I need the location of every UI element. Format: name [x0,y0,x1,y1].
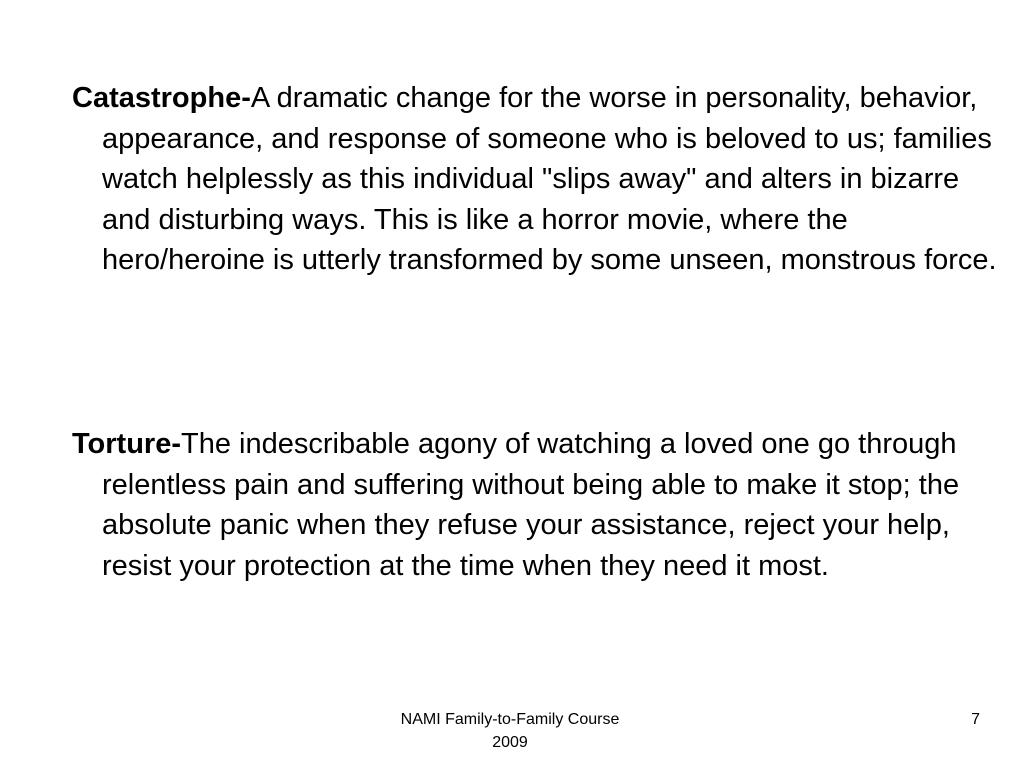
footer [360,708,660,754]
definition-torture [72,424,1002,586]
term-catastrophe: Catastrophe- [72,82,251,114]
footer-line-1: NAMI Family-to-Family Course [400,711,620,728]
page-number: 7 [971,711,980,728]
definition-catastrophe-text: A dramatic change for the worse in personality, behavior, appearance, and response of someone who is beloved to us; families watch helplessly as this individual "slips away" and alters in bizarre and disturbing ways. This is like a horror movie, where the hero/heroine is utterly transformed by some unseen, monstrous force. [102,82,997,276]
term-torture: Torture- [72,428,182,460]
definition-torture-text: The indescribable agony of watching a loved one go through relentless pain and suffering without being able to make it stop; the absolute panic when they refuse your assistance, reject your help, resist your protection at the time when they need it most. [102,428,960,582]
definition-catastrophe [72,78,1002,281]
footer-line-2: 2009 [492,734,528,751]
